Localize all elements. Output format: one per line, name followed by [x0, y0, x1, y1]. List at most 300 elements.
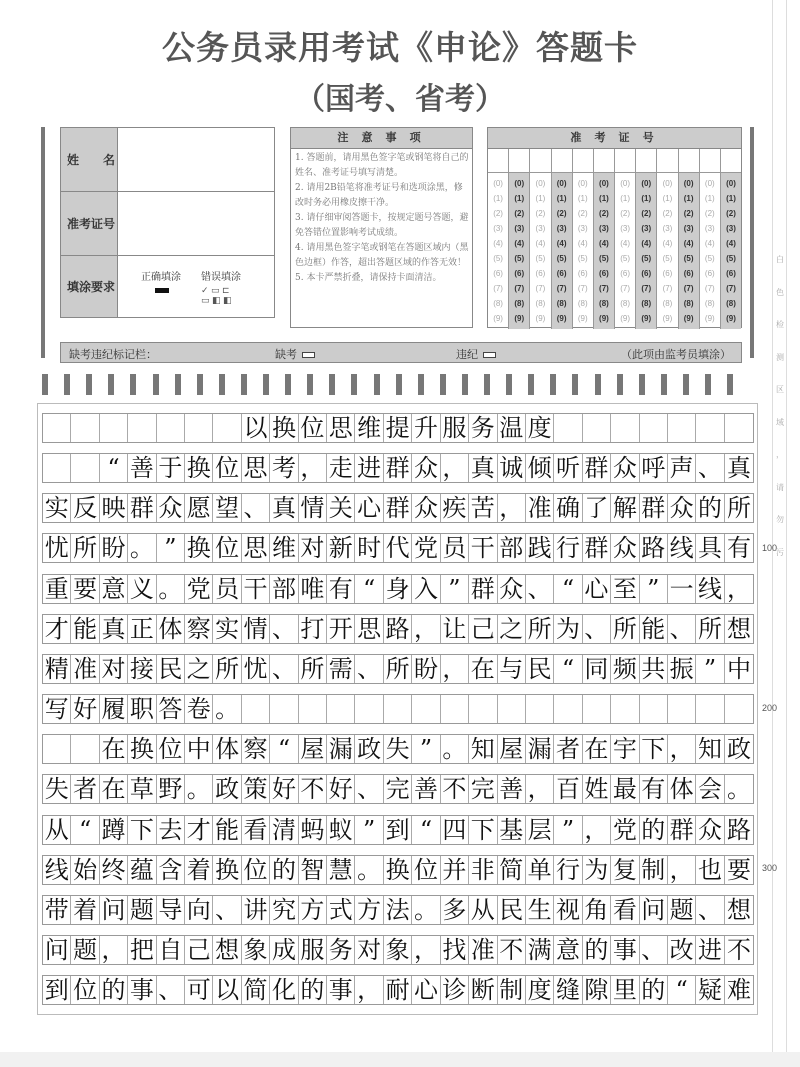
digit-bubble[interactable]: (9)	[662, 314, 673, 323]
digit-bubble[interactable]: (8)	[577, 299, 588, 308]
digit-bubble[interactable]: (1)	[641, 194, 652, 203]
digit-bubble[interactable]: (1)	[535, 194, 546, 203]
digit-bubble[interactable]: (1)	[599, 194, 609, 203]
digit-bubble[interactable]: (8)	[556, 299, 567, 308]
exam-digit-write-box[interactable]	[509, 149, 529, 173]
grid-cell: “	[355, 575, 383, 603]
grid-cell: 并	[441, 856, 469, 884]
absent-mark[interactable]	[275, 346, 315, 362]
digit-bubble[interactable]: (5)	[577, 254, 588, 263]
margin-char: 区	[776, 385, 784, 394]
grid-cell	[412, 695, 440, 723]
note-item: 4. 请用黑色签字笔或钢笔在答题区域内（黑色边框）作答，超出答题区域的作答无效！	[295, 243, 469, 268]
timing-mark	[307, 374, 313, 395]
digit-bubble[interactable]: (4)	[556, 239, 567, 248]
digit-bubble[interactable]: (3)	[599, 224, 609, 233]
grid-cell: 下	[469, 816, 497, 844]
grid-cell: 诚	[498, 454, 526, 482]
digit-bubble[interactable]: (6)	[726, 269, 736, 278]
grid-cell	[327, 695, 355, 723]
essay-row	[42, 413, 754, 443]
grid-cell: “	[100, 454, 128, 482]
grid-cell: 、	[696, 896, 724, 924]
grid-cell: 题	[71, 936, 99, 964]
digit-bubble[interactable]: (0)	[577, 179, 588, 188]
grid-cell: 为	[554, 615, 582, 643]
digit-bubble[interactable]: (5)	[726, 254, 736, 263]
digit-bubble[interactable]: (9)	[704, 314, 715, 323]
digit-bubble[interactable]: (6)	[577, 269, 588, 278]
grid-cell	[355, 695, 383, 723]
grid-cell: 群	[640, 494, 668, 522]
timing-mark	[661, 374, 667, 395]
grid-cell: 、	[157, 976, 185, 1004]
grid-cell: 一	[668, 575, 696, 603]
grid-cell: 众	[611, 454, 639, 482]
digit-bubble[interactable]: (6)	[662, 269, 673, 278]
grid-cell: 唯	[299, 575, 327, 603]
digit-bubble[interactable]: (7)	[493, 284, 503, 293]
digit-bubble[interactable]: (6)	[535, 269, 546, 278]
grid-cell: 始	[71, 856, 99, 884]
left-edge-bar	[41, 127, 45, 358]
absent-checkbox[interactable]	[302, 352, 315, 358]
exam-number-column	[636, 149, 657, 329]
exam-digit-write-box[interactable]	[530, 149, 550, 173]
digit-bubbles	[573, 173, 593, 329]
grid-cell: 提	[384, 414, 412, 442]
grid-cell: 慧	[327, 856, 355, 884]
grid-cell: 屋	[299, 735, 327, 763]
digit-bubble[interactable]: (1)	[556, 194, 567, 203]
grid-cell: ，	[526, 775, 554, 803]
grid-cell: 。	[157, 575, 185, 603]
grid-cell: 以	[213, 976, 241, 1004]
grid-cell: 度	[526, 976, 554, 1004]
digit-bubble[interactable]: (6)	[493, 269, 503, 278]
exam-number-grid	[487, 127, 742, 328]
exam-number-label: 准考证号	[61, 192, 118, 255]
grid-cell: 听	[554, 454, 582, 482]
digit-bubble[interactable]: (9)	[556, 314, 567, 323]
grid-cell: 路	[640, 534, 668, 562]
digit-bubble[interactable]: (1)	[514, 194, 525, 203]
grid-cell	[71, 735, 99, 763]
grid-cell: 终	[100, 856, 128, 884]
essay-row	[42, 734, 754, 764]
grid-cell: “	[668, 976, 696, 1004]
digit-bubble[interactable]: (8)	[493, 299, 503, 308]
timing-mark	[285, 374, 291, 395]
grid-cell: ”	[412, 735, 440, 763]
margin-char: 污	[776, 547, 784, 557]
digit-bubble[interactable]: (1)	[704, 194, 715, 203]
timing-mark	[506, 374, 512, 395]
timing-mark	[329, 374, 335, 395]
digit-bubble[interactable]: (2)	[556, 209, 567, 218]
digit-bubble[interactable]: (5)	[514, 254, 525, 263]
digit-bubble[interactable]: (4)	[620, 239, 630, 248]
grid-cell: 呼	[640, 454, 668, 482]
grid-cell: 众	[696, 816, 724, 844]
digit-bubble[interactable]: (8)	[726, 299, 736, 308]
digit-bubble[interactable]: (0)	[641, 179, 652, 188]
grid-cell: 、	[668, 615, 696, 643]
digit-bubble[interactable]: (8)	[641, 299, 652, 308]
grid-cell: ，	[412, 936, 440, 964]
exam-digit-write-box[interactable]	[594, 149, 614, 173]
digit-bubble[interactable]: (9)	[493, 314, 503, 323]
grid-cell: 体	[213, 735, 241, 763]
digit-bubble[interactable]: (2)	[493, 209, 503, 218]
digit-bubble[interactable]: (4)	[599, 239, 609, 248]
grid-cell: 野	[157, 775, 185, 803]
grid-cell	[611, 414, 639, 442]
digit-bubble[interactable]: (7)	[577, 284, 588, 293]
grid-cell: 新	[327, 534, 355, 562]
digit-bubble[interactable]: (6)	[683, 269, 694, 278]
digit-bubble[interactable]: (4)	[577, 239, 588, 248]
grid-cell	[71, 454, 99, 482]
grid-cell: 务	[327, 936, 355, 964]
digit-bubble[interactable]: (3)	[577, 224, 588, 233]
digit-bubble[interactable]: (0)	[683, 179, 694, 188]
timing-mark	[683, 374, 689, 395]
digit-bubble[interactable]: (1)	[662, 194, 673, 203]
grid-cell: 行	[554, 534, 582, 562]
digit-bubbles	[657, 173, 677, 329]
grid-cell: 党	[611, 816, 639, 844]
digit-bubble[interactable]: (1)	[620, 194, 630, 203]
grid-cell: 疑	[696, 976, 724, 1004]
word-count-marker: 200	[762, 703, 778, 713]
grid-cell: 众	[611, 534, 639, 562]
digit-bubble[interactable]: (7)	[641, 284, 652, 293]
digit-bubble[interactable]: (4)	[662, 239, 673, 248]
grid-cell	[668, 695, 696, 723]
digit-bubble[interactable]: (4)	[704, 239, 715, 248]
grid-cell: 草	[128, 775, 156, 803]
grid-cell: 才	[43, 615, 71, 643]
essay-row	[42, 774, 754, 804]
digit-bubble[interactable]: (2)	[577, 209, 588, 218]
digit-bubble[interactable]: (3)	[704, 224, 715, 233]
exam-digit-write-box[interactable]	[573, 149, 593, 173]
digit-bubble[interactable]: (7)	[726, 284, 736, 293]
grid-cell: 。	[441, 735, 469, 763]
timing-mark	[418, 374, 424, 395]
digit-bubble[interactable]: (9)	[620, 314, 630, 323]
grid-cell: 部	[270, 575, 298, 603]
digit-bubble[interactable]: (0)	[493, 179, 503, 188]
grid-cell: 换	[384, 856, 412, 884]
grid-cell	[583, 414, 611, 442]
grid-cell: 群	[469, 575, 497, 603]
digit-bubble[interactable]: (0)	[535, 179, 546, 188]
grid-cell: 从	[469, 896, 497, 924]
grid-cell: 、	[640, 936, 668, 964]
digit-bubble[interactable]: (4)	[514, 239, 525, 248]
grid-cell: 不	[441, 775, 469, 803]
grid-cell	[696, 695, 724, 723]
grid-cell: 线	[43, 856, 71, 884]
digit-bubble[interactable]: (5)	[620, 254, 630, 263]
grid-cell: 对	[355, 936, 383, 964]
grid-cell: 有	[640, 775, 668, 803]
grid-cell: 的	[270, 856, 298, 884]
grid-cell: 入	[412, 575, 440, 603]
note-item: 3. 请仔细审阅答题卡，按规定题号答题，避免答错位置影响考试成绩。	[295, 213, 469, 238]
essay-row	[42, 975, 754, 1005]
grid-cell: 视	[554, 896, 582, 924]
digit-bubble[interactable]: (8)	[514, 299, 525, 308]
digit-bubble[interactable]: (1)	[577, 194, 588, 203]
grid-cell: 察	[242, 735, 270, 763]
grid-cell	[384, 695, 412, 723]
grid-cell: 苦	[469, 494, 497, 522]
digit-bubble[interactable]: (7)	[683, 284, 694, 293]
grid-cell: 心	[583, 575, 611, 603]
grid-cell: 复	[611, 856, 639, 884]
digit-bubble[interactable]: (2)	[620, 209, 630, 218]
grid-cell: 众	[412, 454, 440, 482]
digit-bubble[interactable]: (3)	[535, 224, 546, 233]
digit-bubble[interactable]: (7)	[514, 284, 525, 293]
digit-bubble[interactable]: (4)	[641, 239, 652, 248]
digit-bubble[interactable]: (5)	[683, 254, 694, 263]
grid-cell: 失	[384, 735, 412, 763]
digit-bubble[interactable]: (0)	[704, 179, 715, 188]
grid-cell: 员	[213, 575, 241, 603]
digit-bubble[interactable]: (1)	[726, 194, 736, 203]
grid-cell: 下	[640, 735, 668, 763]
exam-digit-write-box[interactable]	[615, 149, 635, 173]
digit-bubble[interactable]: (8)	[535, 299, 546, 308]
digit-bubble[interactable]: (5)	[662, 254, 673, 263]
digit-bubbles	[700, 173, 720, 329]
digit-bubble[interactable]: (8)	[662, 299, 673, 308]
name-row[interactable]	[61, 128, 274, 192]
grid-cell: 简	[498, 856, 526, 884]
timing-mark	[550, 374, 556, 395]
grid-cell	[43, 735, 71, 763]
essay-answer-area[interactable]	[37, 403, 758, 1015]
exam-digit-write-box[interactable]	[636, 149, 656, 173]
exam-digit-write-box[interactable]	[700, 149, 720, 173]
note-item: 5. 本卡严禁折叠，请保持卡面清洁。	[295, 273, 442, 283]
grid-cell: 群	[668, 816, 696, 844]
digit-bubble[interactable]: (2)	[683, 209, 694, 218]
digit-bubbles	[488, 173, 508, 329]
essay-row	[42, 453, 754, 483]
digit-bubble[interactable]: (2)	[514, 209, 525, 218]
digit-bubble[interactable]: (6)	[704, 269, 715, 278]
digit-bubble[interactable]: (3)	[556, 224, 567, 233]
exam-digit-write-box[interactable]	[488, 149, 508, 173]
grid-cell: 真	[726, 454, 751, 483]
grid-cell: 走	[327, 454, 355, 482]
digit-bubble[interactable]: (8)	[620, 299, 630, 308]
grid-cell: 题	[128, 896, 156, 924]
grid-cell: 温	[498, 414, 526, 442]
digit-bubble[interactable]: (3)	[641, 224, 652, 233]
grid-cell: 真	[270, 494, 298, 522]
digit-bubble[interactable]: (8)	[683, 299, 694, 308]
grid-cell: ，	[355, 976, 383, 1004]
grid-cell: 为	[583, 856, 611, 884]
digit-bubble[interactable]: (5)	[704, 254, 715, 263]
grid-cell: 共	[640, 655, 668, 683]
margin-char: 勿	[776, 515, 784, 524]
digit-bubble[interactable]: (7)	[556, 284, 567, 293]
sheet-subtitle: （国考、省考）	[295, 83, 505, 116]
digit-bubble[interactable]: (2)	[535, 209, 546, 218]
digit-bubble[interactable]: (5)	[599, 254, 609, 263]
grid-cell: 民	[498, 896, 526, 924]
grid-cell: 满	[526, 936, 554, 964]
digit-bubble[interactable]: (0)	[599, 179, 609, 188]
digit-bubble[interactable]: (7)	[620, 284, 630, 293]
grid-cell: 正	[128, 615, 156, 643]
digit-bubble[interactable]: (4)	[683, 239, 694, 248]
margin-char: 测	[776, 352, 784, 362]
digit-bubble[interactable]: (5)	[493, 254, 503, 263]
digit-bubble[interactable]: (0)	[514, 179, 525, 188]
grid-cell	[696, 414, 724, 442]
digit-bubble[interactable]: (3)	[514, 224, 525, 233]
essay-row	[42, 935, 754, 965]
grid-cell: 意	[554, 936, 582, 964]
digit-bubble[interactable]: (9)	[535, 314, 546, 323]
digit-bubble[interactable]: (9)	[683, 314, 694, 323]
grid-cell: 知	[469, 735, 497, 763]
digit-bubble[interactable]: (5)	[641, 254, 652, 263]
digit-bubble[interactable]: (2)	[662, 209, 673, 218]
grid-cell: 象	[384, 936, 412, 964]
digit-bubble[interactable]: (2)	[641, 209, 652, 218]
grid-cell: 确	[554, 494, 582, 522]
digit-bubble[interactable]: (3)	[493, 224, 503, 233]
exam-digit-write-box[interactable]	[552, 149, 572, 173]
digit-bubble[interactable]: (6)	[514, 269, 525, 278]
timing-mark	[617, 374, 623, 395]
grid-cell	[640, 695, 668, 723]
grid-cell: 的	[583, 936, 611, 964]
grid-cell: 所	[384, 655, 412, 683]
grid-cell: ，	[441, 454, 469, 482]
digit-bubble[interactable]: (4)	[493, 239, 503, 248]
grid-cell: 四	[441, 816, 469, 844]
grid-cell	[71, 414, 99, 442]
digit-bubble[interactable]: (6)	[556, 269, 567, 278]
digit-bubble[interactable]: (0)	[662, 179, 673, 188]
digit-bubble[interactable]: (4)	[535, 239, 546, 248]
violation-mark[interactable]	[456, 346, 496, 362]
digit-bubble[interactable]: (2)	[704, 209, 715, 218]
digit-bubble[interactable]: (3)	[726, 224, 736, 233]
grid-cell: 、	[270, 615, 298, 643]
grid-cell	[725, 695, 753, 723]
grid-cell: 体	[157, 615, 185, 643]
grid-cell: 讲	[242, 896, 270, 924]
grid-cell: 写	[43, 695, 71, 723]
digit-bubble[interactable]: (5)	[535, 254, 546, 263]
grid-cell: 完	[469, 775, 497, 803]
grid-cell: 问	[640, 896, 668, 924]
digit-bubble[interactable]: (7)	[599, 284, 609, 293]
digit-bubble[interactable]: (5)	[556, 254, 567, 263]
digit-bubble[interactable]: (7)	[662, 284, 673, 293]
grid-cell: 生	[526, 896, 554, 924]
digit-bubble[interactable]: (7)	[535, 284, 546, 293]
grid-cell: 也	[696, 856, 724, 884]
grid-cell: 思	[242, 534, 270, 562]
digit-bubble[interactable]: (9)	[726, 314, 736, 323]
digit-bubble[interactable]: (6)	[641, 269, 652, 278]
exam-number-column	[488, 149, 509, 329]
digit-bubble[interactable]: (9)	[577, 314, 588, 323]
grid-cell: 好	[327, 775, 355, 803]
digit-bubble[interactable]: (6)	[599, 269, 609, 278]
digit-bubble[interactable]: (3)	[662, 224, 673, 233]
digit-bubble[interactable]: (0)	[556, 179, 567, 188]
digit-bubble[interactable]: (3)	[620, 224, 630, 233]
digit-bubble[interactable]: (8)	[704, 299, 715, 308]
exam-number-row[interactable]	[61, 192, 274, 256]
word-count-marker: 100	[762, 543, 778, 553]
digit-bubble[interactable]: (0)	[726, 179, 736, 188]
grid-cell: 实	[43, 494, 71, 522]
grid-cell: 看	[242, 816, 270, 844]
grid-cell: 着	[71, 896, 99, 924]
violation-checkbox[interactable]	[483, 352, 496, 358]
exam-digit-write-box[interactable]	[679, 149, 699, 173]
exam-digit-write-box[interactable]	[721, 149, 741, 173]
digit-bubble[interactable]: (1)	[683, 194, 694, 203]
digit-bubble[interactable]: (9)	[599, 314, 609, 323]
digit-bubble[interactable]: (6)	[620, 269, 630, 278]
grid-cell: 政	[213, 775, 241, 803]
grid-cell: 党	[412, 534, 440, 562]
digit-bubble[interactable]: (8)	[599, 299, 609, 308]
page-bottom-edge	[0, 1052, 800, 1067]
digit-bubble[interactable]: (9)	[514, 314, 525, 323]
margin-char: 检	[776, 320, 784, 329]
grid-cell: 反	[71, 494, 99, 522]
digit-bubbles	[721, 173, 741, 329]
digit-bubble[interactable]: (7)	[704, 284, 715, 293]
essay-row	[42, 815, 754, 845]
digit-bubble[interactable]: (1)	[493, 194, 503, 203]
grid-cell: ”	[640, 575, 668, 603]
exam-digit-write-box[interactable]	[657, 149, 677, 173]
digit-bubble[interactable]: (9)	[641, 314, 652, 323]
digit-bubble[interactable]: (0)	[620, 179, 630, 188]
exam-number-column	[552, 149, 573, 329]
digit-bubble[interactable]: (2)	[599, 209, 609, 218]
mark-bar-label: 缺考违纪标记栏：	[69, 349, 157, 361]
grid-cell: 接	[128, 655, 156, 683]
digit-bubble[interactable]: (3)	[683, 224, 694, 233]
digit-bubble[interactable]: (2)	[726, 209, 736, 218]
essay-row	[42, 654, 754, 684]
grid-cell: 维	[355, 414, 383, 442]
grid-cell	[554, 414, 582, 442]
grid-cell: 开	[327, 615, 355, 643]
grid-cell: 准	[526, 494, 554, 522]
digit-bubble[interactable]: (4)	[726, 239, 736, 248]
timing-mark	[108, 374, 114, 395]
